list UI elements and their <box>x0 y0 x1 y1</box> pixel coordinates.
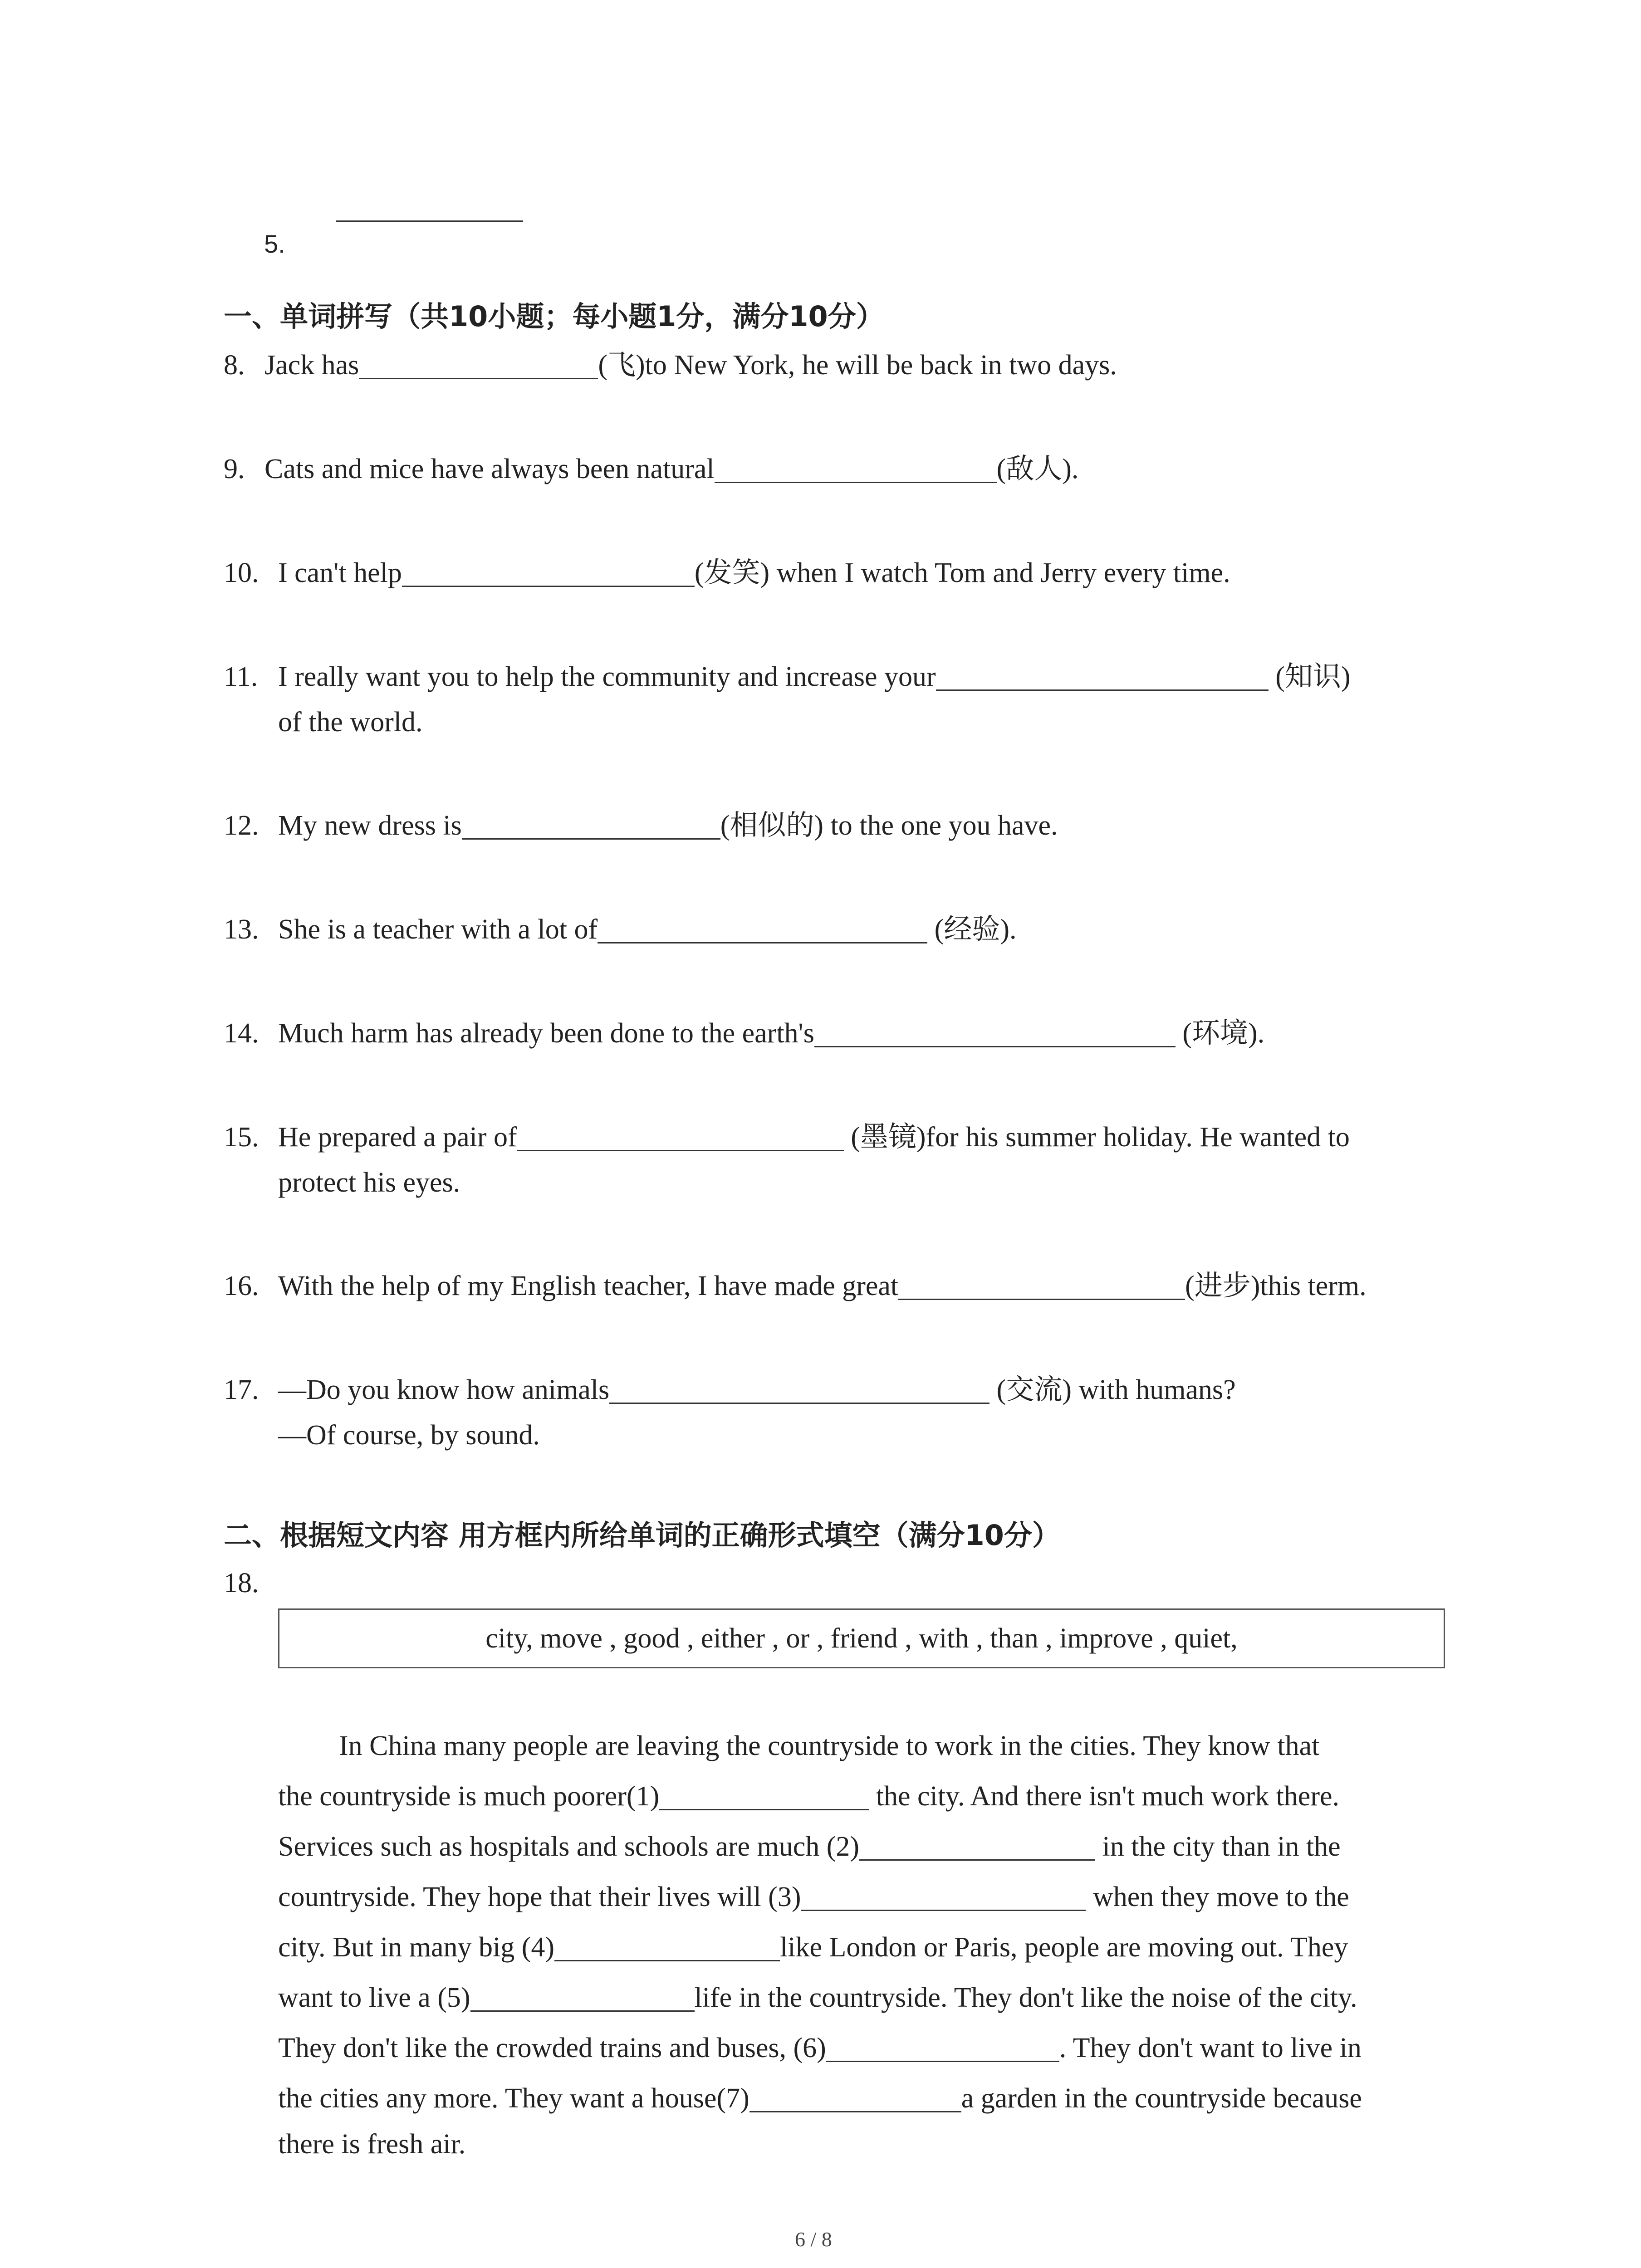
answer-blank[interactable] <box>898 1271 1185 1300</box>
passage-text: like London or Paris, people are moving out. They <box>780 1932 1348 1963</box>
answer-blank[interactable] <box>402 557 695 587</box>
passage-text: want to live a (5) <box>278 1982 470 2013</box>
page-number: 6 / 8 <box>795 2228 832 2251</box>
question-number: 16. <box>224 1271 259 1301</box>
question-text <box>265 446 1078 492</box>
question-hint: (知识) <box>1268 661 1351 692</box>
question-text <box>265 342 1117 388</box>
question-hint: (飞)to New York, he will be back in two days. <box>598 350 1117 381</box>
cloze-blank-4[interactable] <box>554 1932 780 1961</box>
passage-text: in the city than in the <box>1095 1831 1341 1862</box>
top-answer-blank[interactable] <box>336 220 523 222</box>
passage-text: In China many people are leaving the countryside to work in the cities. They know that <box>339 1730 1320 1761</box>
passage-text: a garden in the countryside because <box>961 2083 1362 2114</box>
passage-text: city. But in many big (4) <box>278 1932 555 1963</box>
question-prefix: —Do you know how animals <box>278 1374 610 1405</box>
cloze-blank-2[interactable] <box>859 1831 1095 1861</box>
answer-blank[interactable] <box>598 914 927 943</box>
section2-title: 二、根据短文内容 用方框内所给单词的正确形式填空（满分10分） <box>224 1519 1060 1552</box>
question-prefix: He prepared a pair of <box>278 1122 517 1153</box>
cloze-blank-6[interactable] <box>826 2033 1059 2062</box>
passage-line-3 <box>278 1822 1341 1872</box>
cloze-blank-5[interactable] <box>470 1982 695 2012</box>
passage-text: there is fresh air. <box>278 2129 466 2160</box>
answer-blank[interactable] <box>359 350 598 379</box>
question-number: 12. <box>224 810 259 841</box>
passage-line-9 <box>278 2119 465 2170</box>
passage-text: when they move to the <box>1086 1882 1349 1912</box>
question-text <box>278 654 1350 699</box>
section1-title: 一、单词拼写（共10小题；每小题1分，满分10分） <box>224 300 884 333</box>
question-prefix: She is a teacher with a lot of <box>278 914 598 945</box>
question-hint: (发笑) when I watch Tom and Jerry every time. <box>694 557 1230 588</box>
question-number: 14. <box>224 1018 259 1049</box>
passage-text: the countryside is much poorer(1) <box>278 1781 660 1812</box>
answer-blank[interactable] <box>936 661 1269 691</box>
question-number: 9. <box>224 454 245 484</box>
question-prefix: I really want you to help the community and increase your <box>278 661 936 692</box>
question-number: 13. <box>224 914 259 945</box>
passage-text: . They don't want to live in <box>1059 2033 1362 2063</box>
question-number-5: 5. <box>264 230 285 258</box>
passage-text: the cities any more. They want a house(7) <box>278 2083 749 2114</box>
question-hint: (交流) with humans? <box>989 1374 1236 1405</box>
question-continuation: —Of course, by sound. <box>278 1420 540 1451</box>
question-hint: (敌人). <box>996 454 1079 484</box>
word-bank-box <box>278 1608 1445 1668</box>
question-prefix: Jack has <box>265 350 359 381</box>
question-hint: (进步)this term. <box>1185 1271 1367 1301</box>
question-text <box>278 1011 1264 1056</box>
question-hint: (相似的) to the one you have. <box>720 810 1058 841</box>
question-prefix: I can't help <box>278 557 402 588</box>
passage-text: life in the countryside. They don't like the noise of the city. <box>694 1982 1357 2013</box>
question-text <box>278 907 1016 952</box>
answer-blank[interactable] <box>715 454 997 483</box>
answer-blank[interactable] <box>462 810 720 840</box>
question-prefix: My new dress is <box>278 810 462 841</box>
answer-blank[interactable] <box>814 1018 1176 1047</box>
passage-line-1 <box>339 1721 1319 1771</box>
question-hint: (经验). <box>927 914 1017 945</box>
question-text <box>278 1367 1236 1413</box>
question-text <box>278 550 1230 596</box>
question-number: 17. <box>224 1374 259 1405</box>
question-text <box>278 1263 1367 1309</box>
word-bank-text: city, move , good , either , or , friend , with , than , improve , quiet, <box>485 1623 1238 1654</box>
passage-line-8 <box>278 2073 1362 2124</box>
passage-line-4 <box>278 1872 1349 1922</box>
passage-line-7 <box>278 2023 1362 2073</box>
cloze-blank-1[interactable] <box>659 1781 869 1810</box>
question-hint: (环境). <box>1175 1018 1265 1049</box>
passage-text: They don't like the crowded trains and buses, (6) <box>278 2033 826 2063</box>
question-prefix: Much harm has already been done to the earth's <box>278 1018 814 1049</box>
answer-blank[interactable] <box>517 1122 844 1151</box>
question-number: 8. <box>224 350 245 381</box>
question-number: 15. <box>224 1122 259 1153</box>
passage-text: the city. And there isn't much work there. <box>869 1781 1339 1812</box>
passage-line-2 <box>278 1771 1339 1822</box>
cloze-blank-7[interactable] <box>749 2083 961 2112</box>
question-prefix: With the help of my English teacher, I have made great <box>278 1271 899 1301</box>
passage-line-5 <box>278 1922 1348 1973</box>
question-number-18: 18. <box>224 1568 259 1598</box>
question-number: 10. <box>224 557 259 588</box>
question-hint: (墨镜)for his summer holiday. He wanted to <box>843 1122 1350 1153</box>
passage-text: Services such as hospitals and schools are much (2) <box>278 1831 860 1862</box>
question-prefix: Cats and mice have always been natural <box>265 454 715 484</box>
question-text <box>278 1114 1350 1160</box>
cloze-blank-3[interactable] <box>801 1882 1086 1911</box>
question-continuation: protect his eyes. <box>278 1167 460 1198</box>
question-number: 11. <box>224 661 258 692</box>
question-continuation: of the world. <box>278 707 423 738</box>
question-text <box>278 803 1058 848</box>
passage-text: countryside. They hope that their lives will (3) <box>278 1882 801 1912</box>
answer-blank[interactable] <box>609 1374 989 1404</box>
passage-line-6 <box>278 1973 1357 2023</box>
